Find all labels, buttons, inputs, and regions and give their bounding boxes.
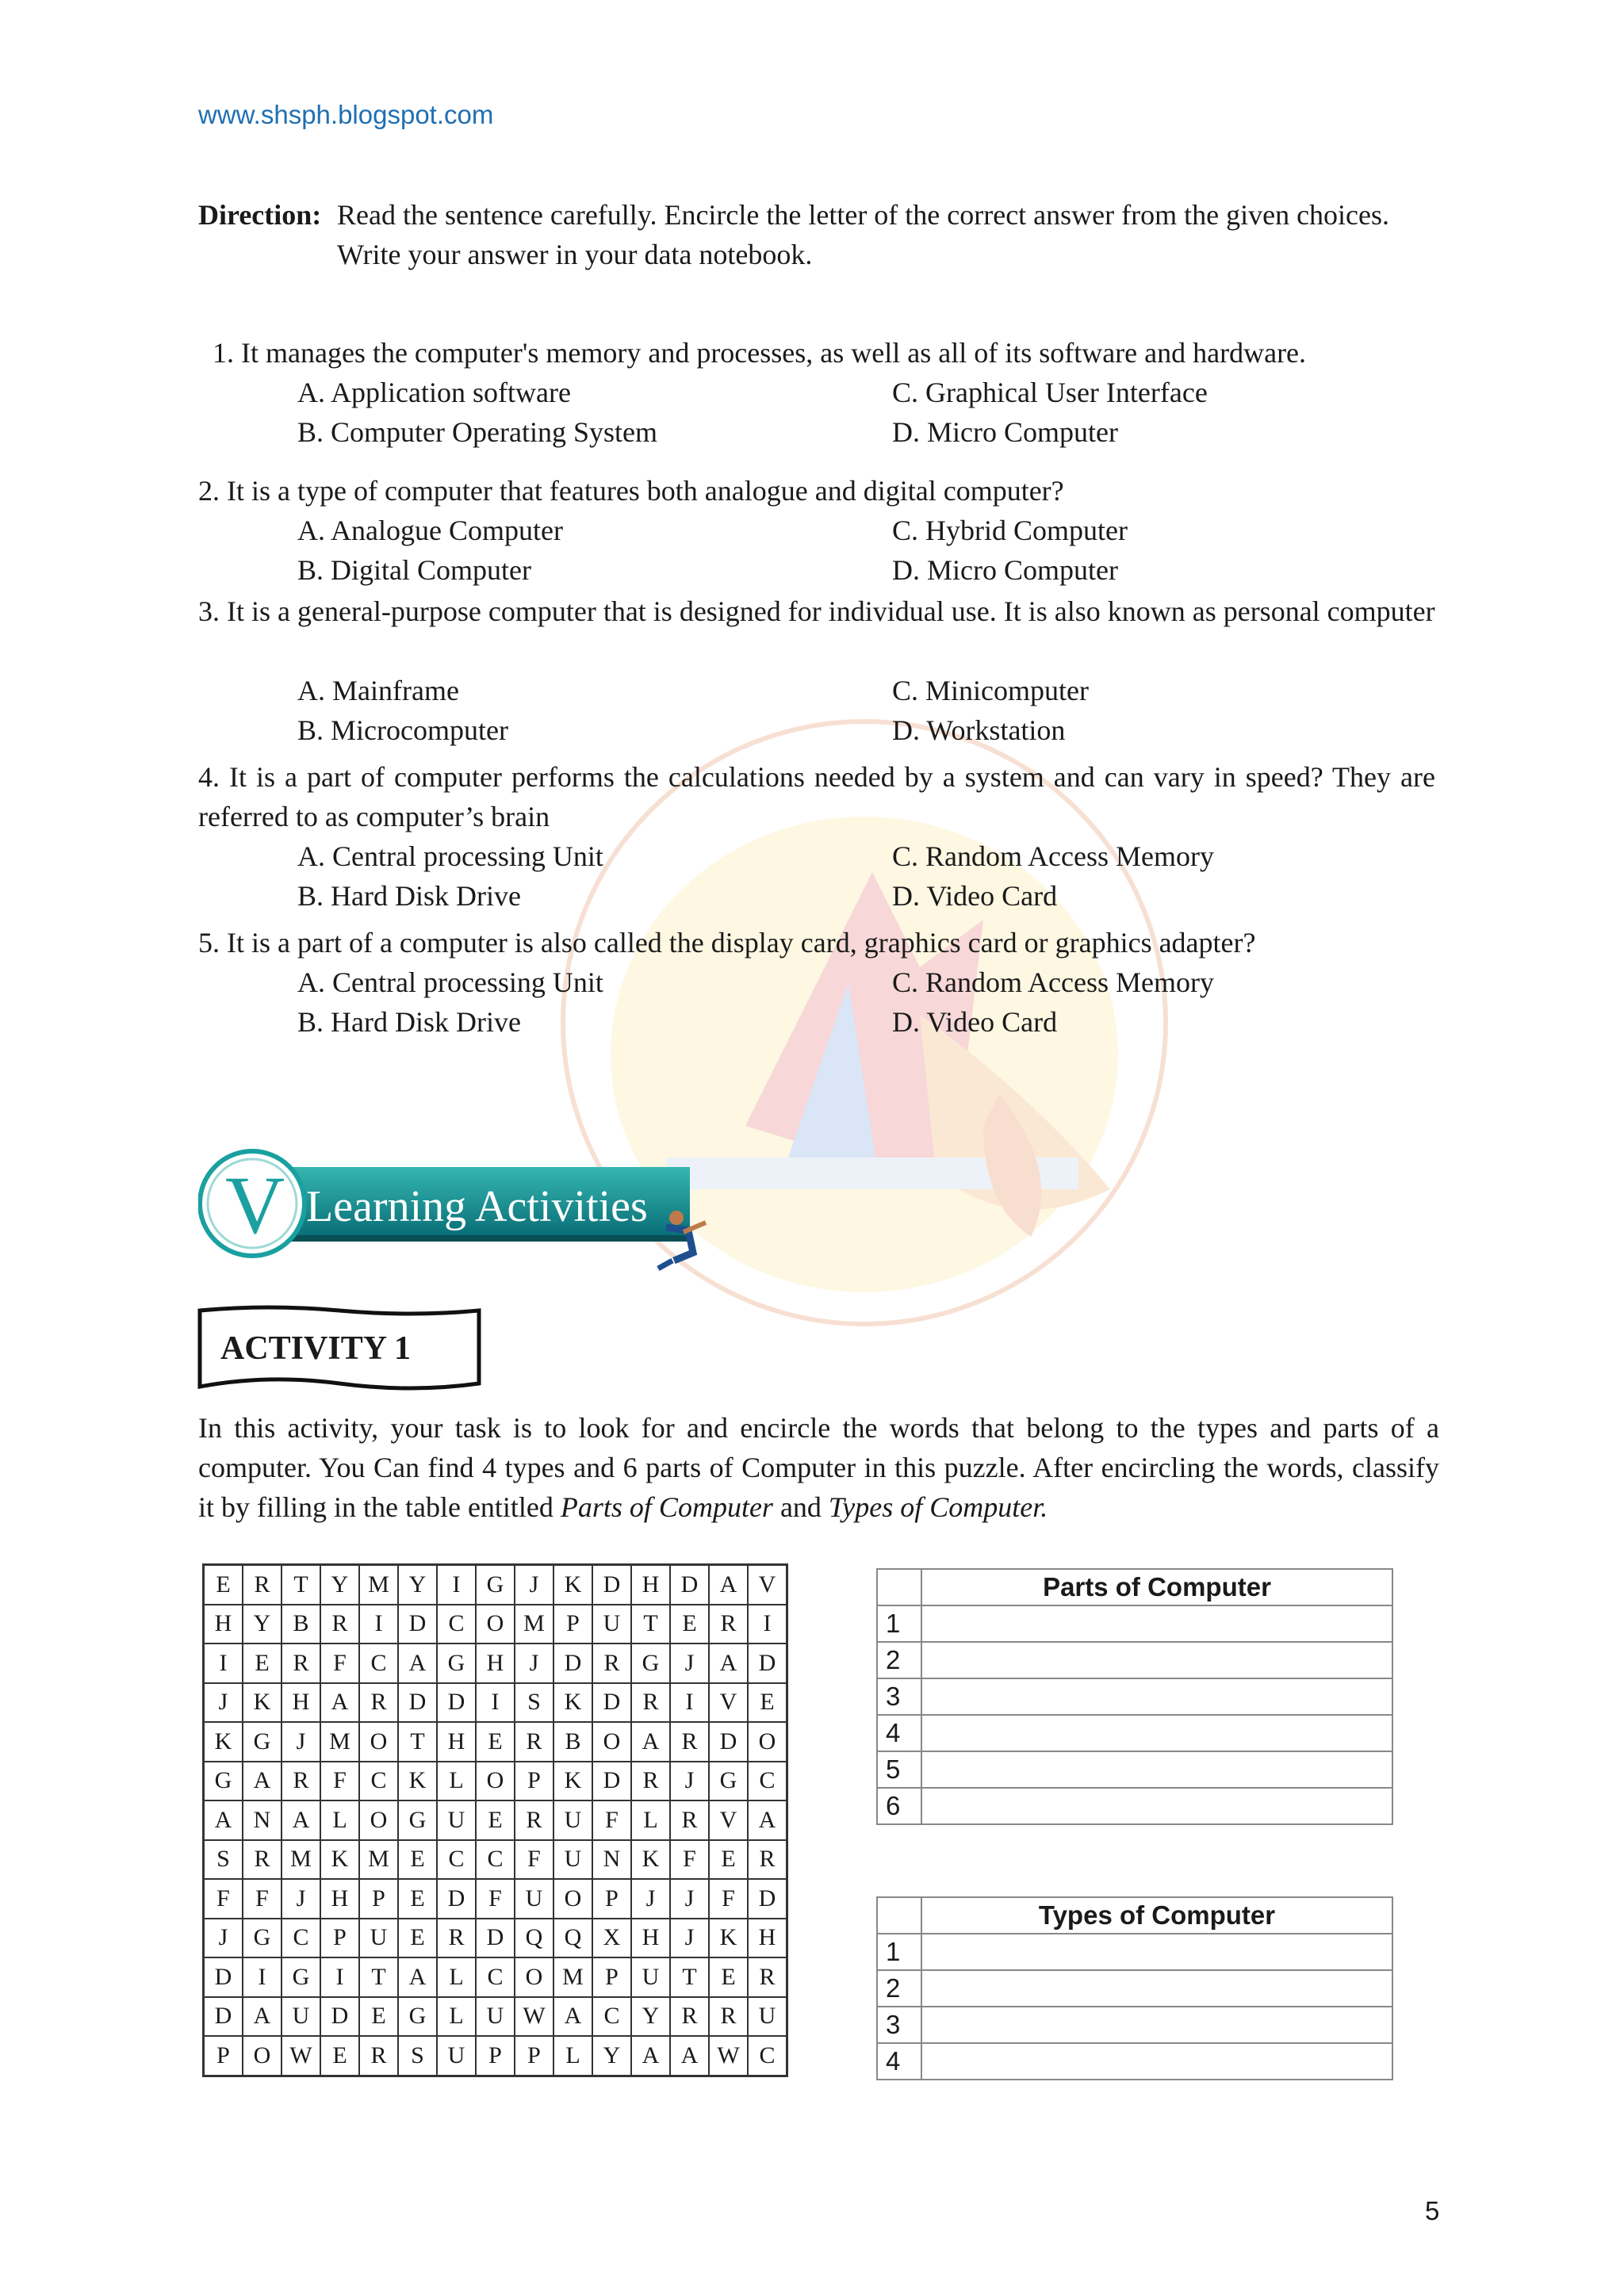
types-table-row — [877, 1970, 1392, 2007]
word-search-row — [204, 1722, 787, 1762]
word-search-cell[interactable]: H — [320, 1879, 359, 1919]
q1-option-c[interactable]: C. Graphical User Interface — [892, 377, 1208, 408]
word-search-cell[interactable]: R — [592, 1644, 631, 1683]
word-search-cell[interactable]: Q — [553, 1919, 592, 1958]
q1-option-a[interactable]: A. Application software — [297, 377, 571, 408]
word-search-cell[interactable]: L — [553, 2036, 592, 2076]
word-search-cell[interactable]: R — [748, 1840, 787, 1880]
q5-option-c[interactable]: C. Random Access Memory — [892, 966, 1214, 998]
word-search-cell[interactable]: O — [243, 2036, 282, 2076]
word-search-cell[interactable]: E — [748, 1683, 787, 1723]
word-search-cell[interactable]: I — [670, 1683, 709, 1723]
word-search-cell[interactable]: A — [670, 2036, 709, 2076]
intro-and: and — [772, 1491, 829, 1523]
word-search-cell[interactable]: K — [398, 1762, 437, 1801]
question-3-text: 3. It is a general-purpose computer that is designed for individual use. It is also known as personal computer — [198, 595, 1435, 627]
types-of-computer-table — [876, 1896, 1393, 2080]
word-search-cell[interactable]: A — [631, 2036, 670, 2076]
types-table-answer-cell[interactable] — [921, 1970, 1392, 2007]
word-search-row — [204, 1957, 787, 1997]
parts-table-answer-cell[interactable] — [921, 1715, 1392, 1751]
word-search-cell[interactable]: E — [398, 1919, 437, 1958]
parts-table-row — [877, 1751, 1392, 1788]
word-search-cell[interactable]: A — [709, 1565, 748, 1605]
parts-table-row-number: 4 — [877, 1715, 921, 1751]
parts-table-row-number: 6 — [877, 1788, 921, 1824]
word-search-cell[interactable]: C — [476, 1840, 515, 1880]
word-search-cell[interactable]: C — [437, 1605, 476, 1644]
word-search-cell[interactable]: U — [359, 1919, 398, 1958]
word-search-cell[interactable]: N — [243, 1800, 282, 1840]
word-search-cell[interactable]: R — [748, 1957, 787, 1997]
word-search-cell[interactable]: R — [359, 2036, 398, 2076]
word-search-cell[interactable]: C — [437, 1840, 476, 1880]
q3-option-a[interactable]: A. Mainframe — [297, 675, 459, 706]
q2-option-b[interactable]: B. Digital Computer — [297, 554, 531, 586]
q1-option-d[interactable]: D. Micro Computer — [892, 416, 1118, 448]
parts-table-row — [877, 1605, 1392, 1642]
word-search-cell[interactable]: C — [592, 1997, 631, 2037]
parts-table-answer-cell[interactable] — [921, 1751, 1392, 1788]
word-search-cell[interactable]: D — [320, 1997, 359, 2037]
q3-option-d[interactable]: D. Workstation — [892, 714, 1066, 746]
word-search-cell[interactable]: U — [748, 1997, 787, 2037]
word-search-row — [204, 2036, 787, 2076]
word-search-cell[interactable]: G — [437, 1644, 476, 1683]
word-search-cell[interactable]: E — [398, 1840, 437, 1880]
word-search-cell[interactable]: U — [282, 1997, 320, 2037]
word-search-cell[interactable]: D — [204, 1957, 243, 1997]
types-table-row-number: 4 — [877, 2043, 921, 2080]
word-search-cell[interactable]: K — [553, 1762, 592, 1801]
word-search-cell[interactable]: L — [437, 1762, 476, 1801]
types-table-row-number: 1 — [877, 1934, 921, 1970]
word-search-cell[interactable]: D — [437, 1879, 476, 1919]
word-search-cell[interactable]: J — [515, 1565, 553, 1605]
word-search-row — [204, 1644, 787, 1683]
word-search-cell[interactable]: J — [204, 1683, 243, 1723]
word-search-cell[interactable]: O — [592, 1722, 631, 1762]
word-search-cell[interactable]: U — [592, 1605, 631, 1644]
word-search-cell[interactable]: K — [709, 1919, 748, 1958]
word-search-cell[interactable]: M — [515, 1605, 553, 1644]
word-search-cell[interactable]: D — [592, 1565, 631, 1605]
word-search-cell[interactable]: O — [748, 1722, 787, 1762]
word-search-cell[interactable]: Y — [398, 1565, 437, 1605]
word-search-cell[interactable]: K — [631, 1840, 670, 1880]
parts-table-row — [877, 1678, 1392, 1715]
word-search-cell[interactable]: R — [709, 1605, 748, 1644]
word-search-cell[interactable]: H — [282, 1683, 320, 1723]
word-search-cell[interactable]: P — [320, 1919, 359, 1958]
word-search-cell[interactable]: P — [515, 2036, 553, 2076]
q2-option-d[interactable]: D. Micro Computer — [892, 554, 1118, 586]
word-search-cell[interactable]: F — [320, 1762, 359, 1801]
word-search-cell[interactable]: T — [282, 1565, 320, 1605]
direction-text: Read the sentence carefully. Encircle the letter of the correct answer from the given choices. Write your answer in your data notebook. — [337, 199, 1390, 270]
word-search-cell[interactable]: S — [515, 1683, 553, 1723]
word-search-cell[interactable]: F — [320, 1644, 359, 1683]
word-search-grid — [202, 1563, 788, 2077]
word-search-cell[interactable]: I — [204, 1644, 243, 1683]
word-search-cell[interactable]: P — [204, 2036, 243, 2076]
word-search-cell[interactable]: H — [631, 1919, 670, 1958]
word-search-cell[interactable]: M — [553, 1957, 592, 1997]
word-search-cell[interactable]: R — [437, 1919, 476, 1958]
types-table-answer-cell[interactable] — [921, 2007, 1392, 2043]
word-search-cell[interactable]: H — [631, 1565, 670, 1605]
word-search-cell[interactable]: Y — [592, 2036, 631, 2076]
parts-header-blank — [877, 1569, 921, 1605]
types-table-answer-cell[interactable] — [921, 2043, 1392, 2080]
word-search-cell[interactable]: E — [320, 2036, 359, 2076]
word-search-cell[interactable]: K — [320, 1840, 359, 1880]
word-search-cell[interactable]: G — [709, 1762, 748, 1801]
word-search-cell[interactable]: U — [553, 1840, 592, 1880]
word-search-cell[interactable]: U — [476, 1997, 515, 2037]
word-search-row — [204, 1919, 787, 1958]
types-table-title: Types of Computer — [921, 1897, 1392, 1934]
word-search-cell[interactable]: A — [748, 1800, 787, 1840]
word-search-cell[interactable]: A — [320, 1683, 359, 1723]
types-table-answer-cell[interactable] — [921, 1934, 1392, 1970]
types-table-row — [877, 2043, 1392, 2080]
banner-letter: V — [225, 1160, 285, 1251]
parts-table-row-number: 5 — [877, 1751, 921, 1788]
word-search-cell[interactable]: K — [553, 1683, 592, 1723]
word-search-cell[interactable]: G — [398, 1800, 437, 1840]
word-search-cell[interactable]: I — [243, 1957, 282, 1997]
word-search-row — [204, 1879, 787, 1919]
q4-option-a[interactable]: A. Central processing Unit — [297, 840, 603, 872]
word-search-cell[interactable]: F — [204, 1879, 243, 1919]
word-search-cell[interactable]: B — [282, 1605, 320, 1644]
direction-label: Direction: — [198, 199, 322, 231]
word-search-cell[interactable]: D — [398, 1683, 437, 1723]
word-search-cell[interactable]: D — [709, 1722, 748, 1762]
parts-table-row-number: 2 — [877, 1642, 921, 1678]
word-search-cell[interactable]: A — [398, 1957, 437, 1997]
word-search-cell[interactable]: D — [553, 1644, 592, 1683]
word-search-cell[interactable]: A — [243, 1762, 282, 1801]
word-search-cell[interactable]: K — [243, 1683, 282, 1723]
q2-option-c[interactable]: C. Hybrid Computer — [892, 515, 1128, 546]
word-search-cell[interactable]: I — [359, 1605, 398, 1644]
word-search-cell[interactable]: C — [359, 1762, 398, 1801]
word-search-cell[interactable]: A — [282, 1800, 320, 1840]
word-search-cell[interactable]: R — [670, 1800, 709, 1840]
question-2: 2. It is a type of computer that features both analogue and digital computer? — [198, 475, 1064, 507]
word-search-cell[interactable]: G — [204, 1762, 243, 1801]
word-search-cell[interactable]: E — [398, 1879, 437, 1919]
word-search-cell[interactable]: A — [204, 1800, 243, 1840]
word-search-cell[interactable]: F — [670, 1840, 709, 1880]
word-search-cell[interactable]: H — [748, 1919, 787, 1958]
banner-title: Learning Activities — [306, 1182, 648, 1231]
word-search-cell[interactable]: T — [670, 1957, 709, 1997]
word-search-row — [204, 1605, 787, 1644]
word-search-cell[interactable]: M — [359, 1840, 398, 1880]
word-search-cell[interactable]: R — [670, 1997, 709, 2037]
question-4: 4. It is a part of computer performs the calculations needed by a system and can vary in speed? They are referred to as computer’s brain — [198, 761, 1435, 832]
word-search-cell[interactable]: R — [670, 1722, 709, 1762]
types-table-row — [877, 1934, 1392, 1970]
word-search-cell[interactable]: D — [204, 1997, 243, 2037]
word-search-cell[interactable]: J — [670, 1644, 709, 1683]
word-search-cell[interactable]: G — [282, 1957, 320, 1997]
word-search-cell[interactable]: R — [243, 1840, 282, 1880]
word-search-cell[interactable]: W — [515, 1997, 553, 2037]
q3-option-b[interactable]: B. Microcomputer — [297, 714, 508, 746]
word-search-cell[interactable]: D — [748, 1644, 787, 1683]
word-search-cell[interactable]: I — [320, 1957, 359, 1997]
word-search-cell[interactable]: S — [204, 1840, 243, 1880]
q1-option-b[interactable]: B. Computer Operating System — [297, 416, 657, 448]
word-search-cell[interactable]: R — [320, 1605, 359, 1644]
parts-table-row — [877, 1642, 1392, 1678]
word-search-cell[interactable]: U — [553, 1800, 592, 1840]
q2-option-a[interactable]: A. Analogue Computer — [297, 515, 563, 546]
q4-option-b[interactable]: B. Hard Disk Drive — [297, 880, 521, 912]
word-search-cell[interactable]: L — [437, 1997, 476, 2037]
parts-table-row-number: 3 — [877, 1678, 921, 1715]
word-search-cell[interactable]: J — [204, 1919, 243, 1958]
word-search-cell[interactable]: W — [709, 2036, 748, 2076]
types-table-row-number: 2 — [877, 1970, 921, 2007]
word-search-cell[interactable]: J — [670, 1879, 709, 1919]
word-search-cell[interactable]: D — [476, 1919, 515, 1958]
word-search-cell[interactable]: G — [631, 1644, 670, 1683]
types-table-row-number: 3 — [877, 2007, 921, 2043]
word-search-cell[interactable]: E — [476, 1722, 515, 1762]
word-search-cell[interactable]: A — [243, 1997, 282, 2037]
word-search-row — [204, 1840, 787, 1880]
word-search-cell[interactable]: E — [709, 1957, 748, 1997]
word-search-cell[interactable]: R — [515, 1800, 553, 1840]
word-search-cell[interactable]: U — [437, 2036, 476, 2076]
word-search-cell[interactable]: J — [282, 1722, 320, 1762]
word-search-cell[interactable]: G — [243, 1722, 282, 1762]
word-search-cell[interactable]: I — [476, 1683, 515, 1723]
word-search-cell[interactable]: A — [553, 1997, 592, 2037]
intro-types-emphasis: Types of Computer. — [828, 1491, 1048, 1523]
activity-title: ACTIVITY 1 — [220, 1330, 411, 1367]
word-search-cell[interactable]: R — [631, 1762, 670, 1801]
word-search-cell[interactable]: P — [592, 1879, 631, 1919]
parts-table-answer-cell[interactable] — [921, 1605, 1392, 1642]
types-table-row — [877, 2007, 1392, 2043]
word-search-cell[interactable]: Y — [320, 1565, 359, 1605]
word-search-cell[interactable]: M — [282, 1840, 320, 1880]
word-search-cell[interactable]: J — [670, 1762, 709, 1801]
page-number: 5 — [1425, 2196, 1440, 2225]
word-search-cell[interactable]: E — [243, 1644, 282, 1683]
word-search-cell[interactable]: C — [748, 2036, 787, 2076]
word-search-cell[interactable]: R — [631, 1683, 670, 1723]
word-search-cell[interactable]: I — [748, 1605, 787, 1644]
parts-table-row — [877, 1715, 1392, 1751]
word-search-cell[interactable]: M — [320, 1722, 359, 1762]
word-search-cell[interactable]: K — [204, 1722, 243, 1762]
word-search-cell[interactable]: T — [359, 1957, 398, 1997]
word-search-cell[interactable]: O — [476, 1605, 515, 1644]
word-search-cell[interactable]: M — [359, 1565, 398, 1605]
word-search-cell[interactable]: H — [204, 1605, 243, 1644]
q5-option-b[interactable]: B. Hard Disk Drive — [297, 1006, 521, 1038]
word-search-cell[interactable]: F — [243, 1879, 282, 1919]
q5-option-a[interactable]: A. Central processing Unit — [297, 966, 603, 998]
word-search-cell[interactable]: O — [515, 1957, 553, 1997]
word-search-cell[interactable]: C — [748, 1762, 787, 1801]
word-search-cell[interactable]: J — [670, 1919, 709, 1958]
header-url[interactable]: www.shsph.blogspot.com — [198, 100, 494, 129]
parts-table-answer-cell[interactable] — [921, 1678, 1392, 1715]
word-search-cell[interactable]: G — [398, 1997, 437, 2037]
word-search-cell[interactable]: C — [476, 1957, 515, 1997]
word-search-cell[interactable]: J — [515, 1644, 553, 1683]
word-search-cell[interactable]: F — [515, 1840, 553, 1880]
word-search-cell[interactable]: E — [204, 1565, 243, 1605]
word-search-row — [204, 1683, 787, 1723]
word-search-cell[interactable]: R — [243, 1565, 282, 1605]
word-search-cell[interactable]: C — [359, 1644, 398, 1683]
parts-table-title: Parts of Computer — [921, 1569, 1392, 1605]
word-search-cell[interactable]: F — [709, 1879, 748, 1919]
parts-table-answer-cell[interactable] — [921, 1788, 1392, 1824]
word-search-cell[interactable]: Q — [515, 1919, 553, 1958]
parts-table-row-number: 1 — [877, 1605, 921, 1642]
question-1: 1. It manages the computer's memory and processes, as well as all of its software and hardware. — [213, 337, 1307, 369]
word-search-cell[interactable]: R — [515, 1722, 553, 1762]
word-search-cell[interactable]: Y — [243, 1605, 282, 1644]
word-search-cell[interactable]: L — [631, 1800, 670, 1840]
word-search-row — [204, 1565, 787, 1605]
word-search-cell[interactable]: U — [515, 1879, 553, 1919]
word-search-cell[interactable]: P — [359, 1879, 398, 1919]
word-search-cell[interactable]: A — [631, 1722, 670, 1762]
word-search-cell[interactable]: E — [476, 1800, 515, 1840]
word-search-cell[interactable]: L — [437, 1957, 476, 1997]
word-search-cell[interactable]: C — [282, 1919, 320, 1958]
word-search-cell[interactable]: U — [437, 1800, 476, 1840]
q4-option-d[interactable]: D. Video Card — [892, 880, 1058, 912]
parts-table-answer-cell[interactable] — [921, 1642, 1392, 1678]
word-search-cell[interactable]: L — [320, 1800, 359, 1840]
activity-instructions — [198, 1408, 1439, 1527]
word-search-cell[interactable]: F — [476, 1879, 515, 1919]
parts-table-row — [877, 1788, 1392, 1824]
intro-parts-emphasis: Parts of Computer — [560, 1491, 773, 1523]
word-search-cell[interactable]: G — [243, 1919, 282, 1958]
q3-option-c[interactable]: C. Minicomputer — [892, 675, 1089, 706]
word-search-cell[interactable]: V — [709, 1800, 748, 1840]
word-search-cell[interactable]: V — [748, 1565, 787, 1605]
word-search-cell[interactable]: S — [398, 2036, 437, 2076]
word-search-cell[interactable]: D — [437, 1683, 476, 1723]
word-search-cell[interactable]: O — [476, 1762, 515, 1801]
word-search-cell[interactable]: A — [398, 1644, 437, 1683]
word-search-cell[interactable]: P — [476, 2036, 515, 2076]
word-search-cell[interactable]: A — [709, 1644, 748, 1683]
q5-option-d[interactable]: D. Video Card — [892, 1006, 1058, 1038]
word-search-cell[interactable]: J — [631, 1879, 670, 1919]
word-search-cell[interactable]: W — [282, 2036, 320, 2076]
question-5: 5. It is a part of a computer is also called the display card, graphics card or graphics adapter? — [198, 927, 1256, 959]
word-search-cell[interactable]: R — [709, 1997, 748, 2037]
question-3 — [198, 591, 1435, 631]
word-search-cell[interactable]: K — [553, 1565, 592, 1605]
word-search-cell[interactable]: P — [592, 1957, 631, 1997]
word-search-cell[interactable]: E — [359, 1997, 398, 2037]
word-search-cell[interactable]: O — [359, 1722, 398, 1762]
word-search-row — [204, 1762, 787, 1801]
word-search-cell[interactable]: D — [398, 1605, 437, 1644]
word-search-cell[interactable]: U — [631, 1957, 670, 1997]
word-search-cell[interactable]: H — [437, 1722, 476, 1762]
word-search-cell[interactable]: B — [553, 1722, 592, 1762]
word-search-cell[interactable]: O — [359, 1800, 398, 1840]
word-search-cell[interactable]: V — [709, 1683, 748, 1723]
word-search-cell[interactable]: P — [515, 1762, 553, 1801]
word-search-row — [204, 1997, 787, 2037]
word-search-cell[interactable]: T — [398, 1722, 437, 1762]
word-search-row — [204, 1800, 787, 1840]
word-search-cell[interactable]: E — [709, 1840, 748, 1880]
word-search-cell[interactable]: D — [592, 1683, 631, 1723]
word-search-cell[interactable]: D — [592, 1762, 631, 1801]
word-search-cell[interactable]: X — [592, 1919, 631, 1958]
word-search-cell[interactable]: D — [748, 1879, 787, 1919]
word-search-cell[interactable]: H — [476, 1644, 515, 1683]
word-search-cell[interactable]: Y — [631, 1997, 670, 2037]
q4-option-c[interactable]: C. Random Access Memory — [892, 840, 1214, 872]
intro-text: In this activity, your task is to look for and encircle the words that belong to the types and parts of a computer. You Can find 4 types and 6 parts of Computer in this puzzle. After encircling the words, classify it by filling in the table entitled — [198, 1412, 1439, 1523]
parts-of-computer-table — [876, 1568, 1393, 1825]
word-search-cell[interactable]: D — [670, 1565, 709, 1605]
word-search-cell[interactable]: T — [631, 1605, 670, 1644]
word-search-cell[interactable]: R — [282, 1644, 320, 1683]
word-search-cell[interactable]: R — [359, 1683, 398, 1723]
word-search-cell[interactable]: J — [282, 1879, 320, 1919]
word-search-cell[interactable]: P — [553, 1605, 592, 1644]
word-search-cell[interactable]: I — [437, 1565, 476, 1605]
word-search-cell[interactable]: E — [670, 1605, 709, 1644]
word-search-cell[interactable]: F — [592, 1800, 631, 1840]
types-header-blank — [877, 1897, 921, 1934]
word-search-cell[interactable]: N — [592, 1840, 631, 1880]
word-search-cell[interactable]: O — [553, 1879, 592, 1919]
word-search-cell[interactable]: R — [282, 1762, 320, 1801]
word-search-cell[interactable]: G — [476, 1565, 515, 1605]
